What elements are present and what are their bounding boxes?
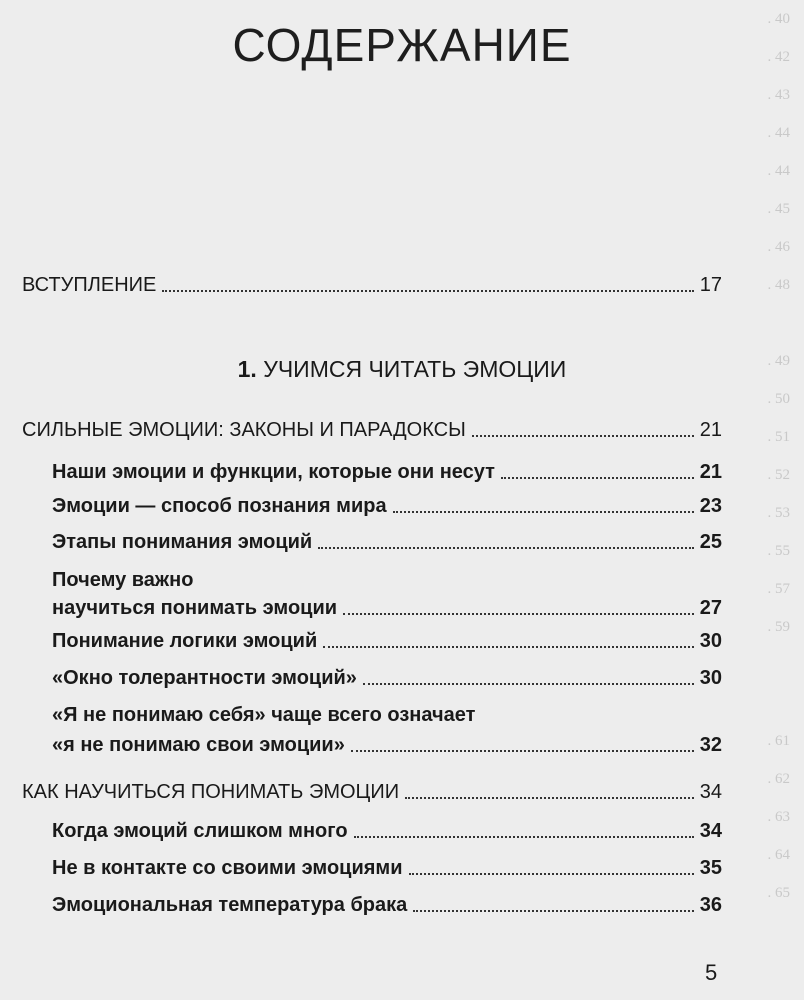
leader-dots [363,683,694,685]
entry-page: 23 [699,495,722,517]
entry-page: 36 [699,894,722,916]
leader-dots [343,613,694,615]
entry-page: 30 [699,630,722,652]
entry-label: Не в контакте со своими эмоциями [52,857,403,879]
entry-page: 30 [699,667,722,689]
toc-entry [52,596,722,620]
entry-label: Когда эмоций слишком много [52,820,348,842]
leader-dots [323,646,694,648]
chapter-heading [0,356,804,383]
entry-page: 25 [699,531,722,553]
bleed-through-text: . 40 . 42 . 43 . 44 . 44 . 45 . 46 . 48 . 49 . 50 . 51 . 52 . 53 . 55 . 57 . 59 . 61 . 62 . 63 . 64 . 65 [767,11,790,901]
toc-entry [52,856,722,880]
toc-entry [52,733,722,757]
entry-label: Наши эмоции и функции, которые они несут [52,461,495,483]
entry-label: «Окно толерантности эмоций» [52,667,357,689]
entry-label: КАК НАУЧИТЬСЯ ПОНИМАТЬ ЭМОЦИИ [22,781,400,803]
toc-section [22,780,722,804]
entry-first-line: «Я не понимаю себя» чаще всего означает [52,704,476,726]
leader-dots [393,511,694,513]
entry-first-line: Почему важно [52,569,194,591]
entry-page: 32 [699,734,722,756]
entry-label: СИЛЬНЫЕ ЭМОЦИИ: ЗАКОНЫ И ПАРАДОКСЫ [22,419,466,441]
leader-dots [162,290,693,292]
entry-label: Эмоциональная температура брака [52,894,408,916]
page-number: 5 [705,960,718,985]
leader-dots [409,873,694,875]
toc-entry [52,819,722,843]
leader-dots [351,750,694,752]
toc-entry-intro [22,273,722,297]
toc-entry [52,893,722,917]
entry-page: 27 [699,597,722,619]
page-title: СОДЕРЖАНИЕ [232,19,572,71]
leader-dots [318,547,694,549]
entry-page: 17 [699,274,722,296]
entry-page: 34 [699,820,722,842]
entry-label: «я не понимаю свои эмоции» [52,734,345,756]
entry-page: 34 [699,781,722,803]
chapter-number: 1. [237,356,257,382]
entry-label: научиться понимать эмоции [52,597,338,619]
toc-entry [52,530,722,554]
entry-page: 35 [699,857,722,879]
toc-entry [52,460,722,484]
entry-label: Понимание логики эмоций [52,630,318,652]
toc-entry [52,494,722,518]
leader-dots [354,836,694,838]
leader-dots [472,435,694,437]
toc-entry [52,629,722,653]
toc-section [22,418,722,442]
leader-dots [501,477,694,479]
toc-entry [52,666,722,690]
entry-label: Этапы понимания эмоций [52,531,313,553]
entry-page: 21 [699,419,722,441]
chapter-title: УЧИМСЯ ЧИТАТЬ ЭМОЦИИ [263,356,567,382]
leader-dots [413,910,693,912]
entry-page: 21 [699,461,722,483]
leader-dots [405,797,694,799]
entry-label: ВСТУПЛЕНИЕ [22,274,157,296]
entry-label: Эмоции — способ познания мира [52,495,387,517]
